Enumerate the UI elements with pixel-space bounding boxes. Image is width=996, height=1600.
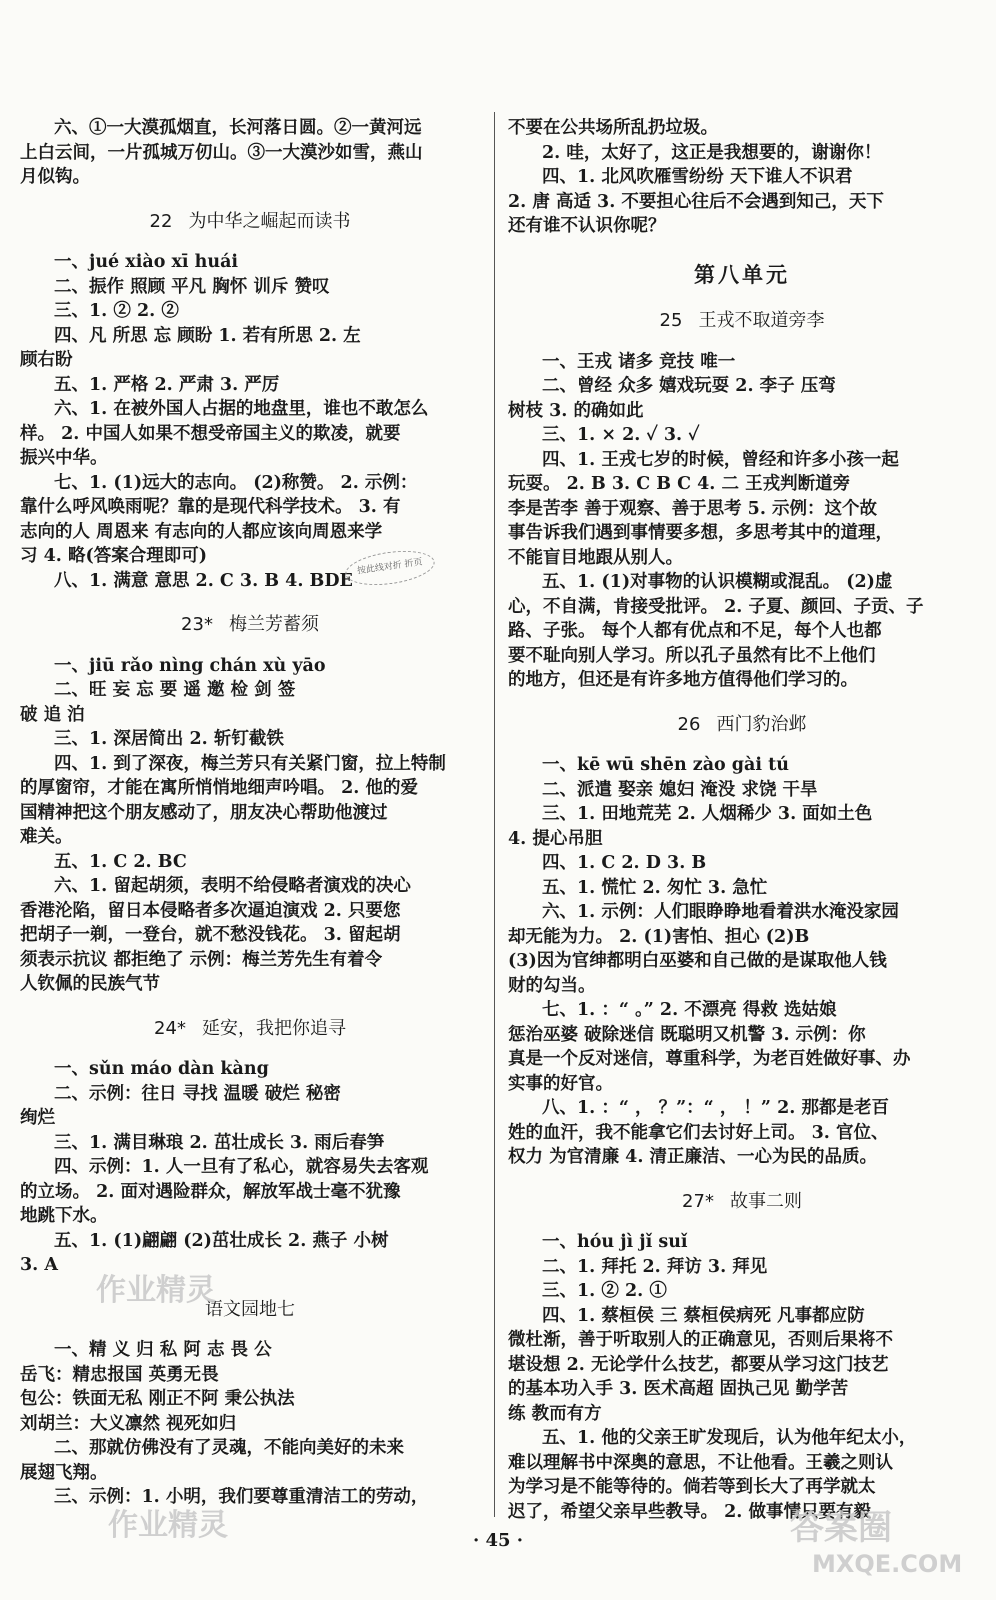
- text-line: 四、凡 所思 忘 顾盼 1. 若有所思 2. 左: [54, 325, 361, 346]
- text-line: 四、示例：1. 人一旦有了私心，就容易失去客观: [54, 1157, 429, 1177]
- text-line: 难以理解书中深奥的意思，不让他看。王羲之则认: [508, 1452, 893, 1473]
- text-line: 三、示例：1. 小明，我们要尊重清洁工的劳动，: [54, 1487, 429, 1507]
- text-line: 一、王戎 诸多 竞技 唯一: [542, 351, 736, 372]
- section-title: 语文园地七: [205, 1298, 295, 1320]
- text-line: 的立场。 2. 面对遇险群众，解放军战士毫不犹豫: [20, 1181, 401, 1202]
- lesson-heading-22: [20, 210, 480, 235]
- text-line: 七、1. ：“ 。” 2. 不漂亮 得救 选姑娘: [542, 1000, 837, 1020]
- section-heading-yuwen-yuandi: [20, 1298, 480, 1323]
- lesson-number: 25: [659, 310, 683, 331]
- answers-block-23: [20, 654, 480, 997]
- answers-block-yuwen-yuandi: [20, 1338, 480, 1510]
- answers-block-24: [20, 1057, 480, 1278]
- text-line: 微杜渐，善于听取别人的正确意见，否则后果将不: [508, 1330, 893, 1350]
- text-line: 四、1. 北风吹雁雪纷纷 天下谁人不识君: [542, 167, 853, 187]
- text-line: 4. 提心吊胆: [508, 828, 603, 849]
- column-divider: [494, 112, 495, 1517]
- text-line: 心，不自满，肯接受批评。 2. 子夏、颜回、子贡、子: [508, 596, 924, 617]
- answers-block-25: [508, 350, 976, 693]
- text-line: 难关。: [20, 827, 73, 847]
- lesson-number: 24*: [154, 1017, 186, 1039]
- text-line: (3)因为官绅都明白巫婆和自己做的是谋取他人钱: [508, 951, 887, 971]
- lesson-number: 26: [677, 713, 701, 735]
- text-line: 要不耻向别人学习。所以孔子虽然有比不上他们: [508, 645, 876, 666]
- text-line: 样。 2. 中国人如果不想受帝国主义的欺凌，就要: [20, 423, 401, 444]
- lesson-number: 27*: [682, 1190, 714, 1212]
- lesson-heading-24: [20, 1017, 480, 1042]
- left-column: [20, 116, 480, 1510]
- text-line: 二、曾经 众多 嬉戏玩耍 2. 李子 压弯: [542, 376, 836, 396]
- text-line: 三、1. 满目琳琅 2. 茁壮成长 3. 雨后春笋: [54, 1132, 385, 1153]
- text-line: 绚烂: [20, 1108, 55, 1128]
- text-line: 实事的好官。: [508, 1073, 613, 1094]
- text-line: 顾右盼: [20, 350, 73, 370]
- lesson-title: 延安，我把你追寻: [201, 1017, 346, 1039]
- text-line: 志向的人 周恩来 有志向的人都应该向周恩来学: [20, 521, 383, 542]
- text-line: 财的勾当。: [508, 975, 596, 996]
- text-line: 振兴中华。: [20, 448, 108, 468]
- text-line: 香港沦陷，留日本侵略者多次逼迫演戏 2. 只要您: [20, 900, 401, 921]
- lesson-heading-26: [508, 713, 976, 738]
- text-line: 2. 哇，太好了，这正是我想要的，谢谢你！: [542, 142, 882, 163]
- text-line: 须表示抗议 都拒绝了 示例：梅兰芳先生有着令: [20, 949, 383, 970]
- text-line: 六、①一大漠孤烟直，长河落日圆。②一黄河远: [54, 118, 422, 138]
- watermark: 作业精灵: [108, 1508, 228, 1543]
- text-line: 一、jué xiào xī huái: [54, 252, 239, 272]
- text-line: 树枝 3. 的确如此: [508, 400, 644, 421]
- text-line: 二、振作 照顾 平凡 胸怀 训斥 赞叹: [54, 276, 330, 297]
- text-line: 习 4. 略(答案合理即可): [20, 546, 208, 566]
- text-line: 破 追 泊: [20, 704, 85, 725]
- text-line: 为学习是不能等待的。倘若等到长大了再学就太: [508, 1477, 876, 1497]
- text-line: 一、kē wū shēn zào gài tú: [542, 755, 789, 775]
- text-line: 练 教而有方: [508, 1403, 602, 1424]
- text-line: 四、1. 到了深夜，梅兰芳只有关紧门窗，拉上特制: [54, 753, 446, 774]
- answers-block-1: [20, 116, 480, 190]
- text-line: 3. A: [20, 1255, 58, 1275]
- text-line: 六、1. 在被外国人占据的地盘里，谁也不敢怎么: [54, 399, 429, 419]
- text-line: 地跳下水。: [20, 1206, 108, 1226]
- text-line: 五、1. C 2. BC: [54, 851, 187, 872]
- text-line: 国精神把这个朋友感动了，朋友决心帮助他渡过: [20, 802, 388, 823]
- text-line: 的基本功入手 3. 医术高超 固执己见 勤学苦: [508, 1379, 849, 1399]
- lesson-title: 梅兰芳蓄须: [228, 614, 319, 635]
- fold-stamp: 按此线对折 折页: [343, 546, 437, 590]
- text-line: 三、1. ② 2. ①: [542, 1281, 667, 1301]
- text-line: 三、1. 田地荒芜 2. 人烟稀少 3. 面如土色: [542, 804, 873, 824]
- text-line: 真是一个反对迷信，尊重科学，为老百姓做好事、办: [508, 1049, 911, 1069]
- text-line: 二、旺 妄 忘 要 遥 邀 检 剑 签: [54, 680, 296, 700]
- text-line: 却无能为力。 2. (1)害怕、担心 (2)B: [508, 926, 810, 947]
- text-line: 堪设想 2. 无论学什么技艺，都要从学习这门技艺: [508, 1354, 889, 1375]
- text-line: 迟了，希望父亲早些教导。 2. 做事情只要有毅: [508, 1501, 871, 1522]
- text-line: 五、1. (1)对事物的认识模糊或混乱。 (2)虚: [542, 572, 893, 592]
- text-line: 二、派遣 娶亲 媳妇 淹没 求饶 干旱: [542, 779, 818, 800]
- lesson-heading-23: [20, 613, 480, 638]
- text-line: 三、1. 深居简出 2. 斩钉截铁: [54, 729, 284, 749]
- right-column: [508, 116, 976, 1524]
- lesson-number: 23*: [181, 614, 213, 635]
- answers-block-27: [508, 1230, 976, 1524]
- answers-block-22: [20, 250, 480, 593]
- text-line: 包公：铁面无私 刚正不阿 秉公执法: [20, 1389, 295, 1409]
- text-line: 三、1. ② 2. ②: [54, 301, 179, 321]
- text-line: 把胡子一剃，一登台，就不愁没钱花。 3. 留起胡: [20, 925, 401, 945]
- lesson-title: 王戎不取道旁李: [698, 310, 825, 331]
- text-line: 二、示例：往日 寻找 温暖 破烂 秘密: [54, 1083, 341, 1104]
- lesson-heading-27: [508, 1190, 976, 1215]
- page-number: · 45 ·: [472, 1530, 524, 1551]
- lesson-title: 为中华之崛起而读书: [188, 210, 351, 232]
- lesson-heading-25: [508, 309, 976, 334]
- text-line: 五、1. (1)翩翩 (2)茁壮成长 2. 燕子 小树: [54, 1230, 389, 1251]
- answers-block-top: [508, 116, 976, 239]
- text-line: 五、1. 严格 2. 严肃 3. 严厉: [54, 374, 280, 395]
- text-line: 事告诉我们遇到事情要多想，多思考其中的道理，: [508, 523, 893, 543]
- text-line: 的厚窗帘，才能在寓所悄悄地细声吟唱。 2. 他的爱: [20, 778, 418, 798]
- unit-title: 第八单元: [694, 261, 790, 287]
- text-line: 刘胡兰：大义凛然 视死如归: [20, 1413, 237, 1434]
- lesson-title: 故事二则: [729, 1190, 802, 1212]
- answers-block-26: [508, 753, 976, 1170]
- text-line: 人钦佩的民族气节: [20, 974, 160, 994]
- text-line: 月似钩。: [20, 167, 90, 187]
- text-line: 六、1. 留起胡须，表明不给侵略者演戏的决心: [54, 876, 411, 896]
- watermark: MXQE.COM: [812, 1550, 963, 1578]
- text-line: 惩治巫婆 破除迷信 既聪明又机警 3. 示例：你: [508, 1024, 866, 1045]
- watermark: 作业精灵: [96, 1273, 216, 1308]
- lesson-title: 西门豹治邺: [716, 713, 807, 735]
- text-line: 2. 唐 高适 3. 不要担心往后不会遇到知己，天下: [508, 191, 884, 212]
- text-line: 一、精 义 归 私 阿 志 畏 公: [54, 1340, 272, 1360]
- text-line: 李是苦李 善于观察、善于思考 5. 示例：这个故: [508, 498, 878, 519]
- text-line: 不要在公共场所乱扔垃圾。: [508, 118, 718, 138]
- text-line: 一、hóu jì jǐ suǐ: [542, 1232, 688, 1252]
- text-line: 一、jiū rǎo nìng chán xù yāo: [54, 655, 326, 676]
- text-line: 二、那就仿佛没有了灵魂，不能向美好的未来: [54, 1438, 404, 1458]
- text-line: 路、子张。 每个人都有优点和不足，每个人也都: [508, 621, 882, 641]
- text-line: 一、sǔn máo dàn kàng: [54, 1059, 269, 1079]
- text-line: 展翅飞翔。: [20, 1462, 108, 1483]
- text-line: 不能盲目地跟从别人。: [508, 547, 683, 568]
- text-line: 权力 为官清廉 4. 清正廉洁、一心为民的品质。: [508, 1147, 878, 1167]
- watermark: 答案圈: [790, 1508, 892, 1548]
- text-line: 五、1. 他的父亲王旷发现后，认为他年纪太小，: [542, 1428, 917, 1448]
- text-line: 八、1. ：“ ， ？”：“ ， ！” 2. 那都是老百: [542, 1098, 889, 1118]
- text-line: 还有谁不认识你呢？: [508, 216, 666, 236]
- text-line: 姓的血汗，我不能拿它们去讨好上司。 3. 官位、: [508, 1122, 889, 1143]
- text-line: 的地方，但还是有许多地方值得他们学习的。: [508, 670, 858, 690]
- text-line: 二、1. 拜托 2. 拜访 3. 拜见: [542, 1256, 768, 1277]
- text-line: 四、1. 蔡桓侯 三 蔡桓侯病死 凡事都应防: [542, 1305, 865, 1326]
- text-line: 岳飞：精忠报国 英勇无畏: [20, 1364, 219, 1385]
- lesson-number: 22: [149, 210, 173, 232]
- text-line: 玩耍。 2. B 3. C B C 4. 二 王戎判断道旁: [508, 474, 851, 494]
- text-line: 四、1. 王戎七岁的时候，曾经和许多小孩一起: [542, 449, 899, 470]
- text-line: 七、1. (1)远大的志向。 (2)称赞。 2. 示例：: [54, 472, 418, 493]
- text-line: 五、1. 慌忙 2. 匆忙 3. 急忙: [542, 877, 768, 898]
- text-line: 四、1. C 2. D 3. B: [542, 853, 707, 873]
- text-line: 上白云间，一片孤城万仞山。③一大漠沙如雪，燕山: [20, 142, 423, 163]
- text-line: 八、1. 满意 意思 2. C 3. B 4. BDE: [54, 570, 353, 591]
- text-line: 六、1. 示例：人们眼睁睁地看着洪水淹没家园: [542, 902, 899, 922]
- text-line: 靠什么呼风唤雨呢？靠的是现代科学技术。 3. 有: [20, 497, 401, 517]
- text-line: 三、1. × 2. ✓ 3. ✓: [542, 425, 700, 445]
